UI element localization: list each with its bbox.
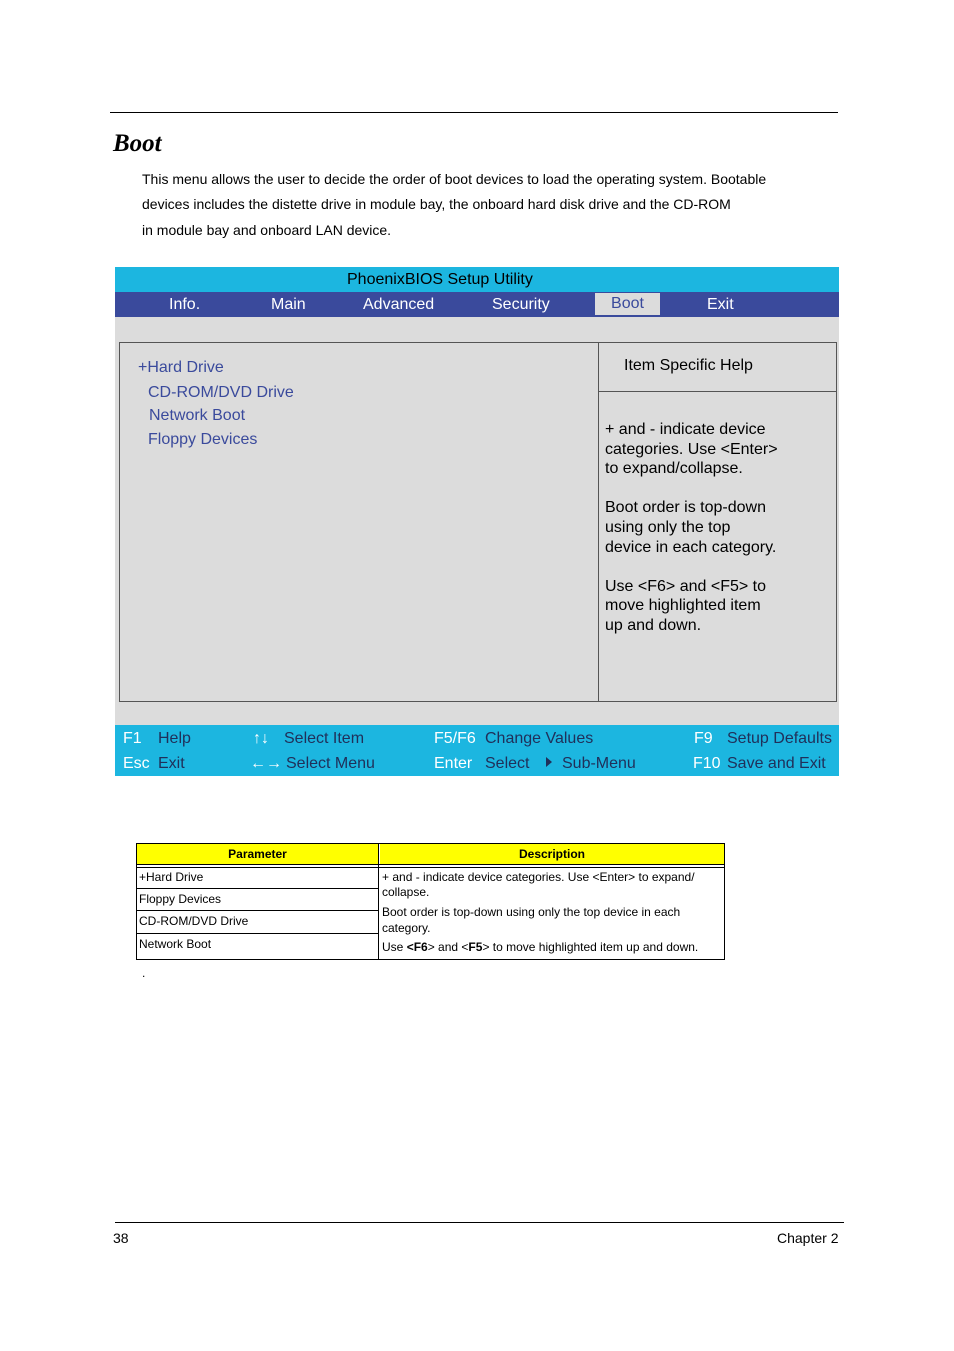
help-line: to expand/collapse.: [605, 460, 743, 478]
key-enter: Enter: [434, 755, 473, 772]
help-line: up and down.: [605, 617, 702, 634]
submenu-arrow-icon: [545, 756, 553, 768]
intro-line-2: devices includes the distette drive in module bay, the onboard hard disk drive and the CD-ROM: [142, 196, 731, 212]
parameter-table: [136, 843, 725, 960]
param-cdrom: CD-ROM/DVD Drive: [139, 914, 249, 928]
help-divider: [598, 391, 836, 392]
key-f10: F10: [693, 755, 721, 772]
desc-line: collapse.: [382, 885, 430, 899]
table-header-description: Description: [380, 844, 724, 864]
help-line: Boot order is top-down: [605, 499, 766, 517]
key-f1-desc: Help: [158, 730, 191, 747]
boot-item-network[interactable]: Network Boot: [149, 407, 246, 424]
key-f10-desc: Save and Exit: [727, 755, 826, 772]
bottom-rule: [115, 1222, 844, 1223]
chapter-label: Chapter 2: [777, 1230, 839, 1246]
desc-line-keys: [382, 940, 698, 955]
desc-text: Use: [382, 940, 407, 954]
menu-exit[interactable]: Exit: [707, 296, 734, 313]
bios-title: PhoenixBIOS Setup Utility: [347, 271, 533, 288]
boot-item-cdrom[interactable]: CD-ROM/DVD Drive: [148, 384, 294, 401]
menu-info[interactable]: Info.: [169, 296, 201, 313]
bios-title-bar: [115, 267, 839, 292]
table-column-rule: [378, 844, 379, 959]
help-line: device in each category.: [605, 538, 777, 556]
bios-screen: [115, 267, 839, 776]
desc-line: + and - indicate device categories. Use <Enter> to expand/: [382, 870, 695, 884]
key-f9: F9: [694, 730, 713, 747]
key-enter-desc: Select: [485, 755, 530, 772]
key-f5f6-desc: Change Values: [485, 730, 594, 747]
desc-text: > to move highlighted item up and down.: [482, 940, 699, 954]
key-left-right-desc: Select Menu: [286, 755, 375, 772]
table-rule: [137, 910, 378, 911]
page-title: Boot: [113, 130, 162, 157]
param-network: Network Boot: [139, 937, 212, 951]
desc-key-f5: F5: [468, 940, 483, 954]
table-rule: [137, 864, 724, 865]
desc-key-f6: <F6: [406, 940, 428, 954]
table-rule: [137, 888, 378, 889]
help-line: + and - indicate device: [605, 421, 766, 438]
help-line: Use <F6> and <F5> to: [605, 577, 766, 595]
param-hard-drive: +Hard Drive: [139, 870, 204, 884]
help-line: move highlighted item: [605, 597, 761, 615]
help-title: Item Specific Help: [624, 357, 753, 374]
bios-menu-bar: [115, 292, 839, 317]
desc-line: category.: [382, 921, 431, 935]
intro-line-1: This menu allows the user to decide the order of boot devices to load the operating system. Bootable: [142, 171, 767, 187]
key-up-down-desc: Select Item: [284, 730, 365, 747]
key-esc: Esc: [123, 755, 150, 772]
key-up-down: ↑↓: [253, 730, 269, 747]
footnote-dot: .: [142, 966, 146, 980]
key-f1: F1: [123, 730, 142, 747]
menu-main[interactable]: Main: [271, 296, 306, 313]
menu-security[interactable]: Security: [492, 296, 550, 313]
boot-item-floppy[interactable]: Floppy Devices: [148, 431, 258, 448]
bios-key-legend: [115, 725, 839, 776]
help-panel: [598, 342, 837, 702]
desc-text: > and <: [427, 940, 469, 954]
table-rule: [137, 867, 724, 868]
key-f5f6: F5/F6: [434, 730, 476, 747]
help-line: categories. Use <Enter>: [605, 440, 778, 458]
table-rule: [137, 933, 378, 934]
intro-line-3: in module bay and onboard LAN device.: [142, 222, 392, 238]
key-esc-desc: Exit: [158, 755, 185, 772]
key-left-right: ←→: [250, 755, 282, 772]
key-submenu-desc: Sub-Menu: [562, 755, 636, 772]
boot-order-panel: [119, 342, 599, 702]
menu-boot[interactable]: Boot: [595, 293, 660, 315]
desc-line: Boot order is top-down using only the top device in each: [382, 905, 681, 919]
menu-advanced[interactable]: Advanced: [363, 296, 435, 313]
top-rule: [110, 112, 838, 113]
key-f9-desc: Setup Defaults: [727, 730, 832, 747]
boot-item-hard-drive[interactable]: +Hard Drive: [138, 359, 224, 376]
param-floppy: Floppy Devices: [139, 892, 222, 906]
page-number: 38: [113, 1230, 129, 1246]
table-header-parameter: Parameter: [137, 844, 378, 864]
help-line: using only the top: [605, 519, 731, 536]
